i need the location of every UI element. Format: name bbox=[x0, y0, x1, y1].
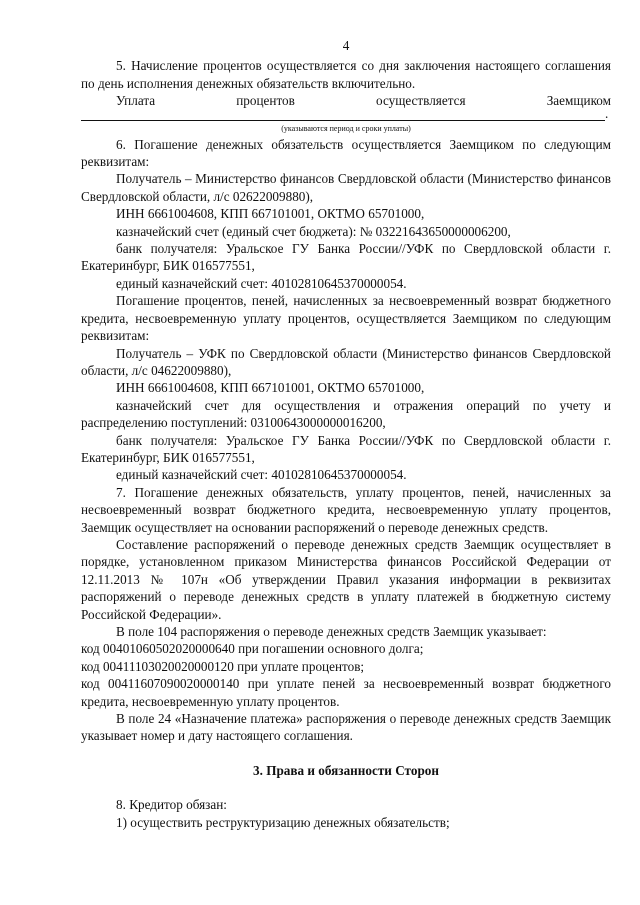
section-3-title: 3. Права и обязанности Сторон bbox=[253, 762, 439, 778]
requisite-line: Получатель – Министерство финансов Свердловской области (Министерство финансов Свердловской области, л/с 02622009880), bbox=[81, 171, 611, 204]
code-line: код 00401060502020000640 при погашении основного долга; bbox=[81, 641, 424, 657]
underline-blank bbox=[81, 120, 605, 121]
list-item: 1) осуществить реструктуризацию денежных обязательств; bbox=[116, 814, 450, 830]
page-number: 4 bbox=[342, 38, 350, 53]
page-content bbox=[81, 37, 611, 831]
interest-paragraph: Погашение процентов, пеней, начисленных за несвоевременный возврат бюджетного кредита, несвоевременную уплату процентов, осуществляется Заемщиком по следующим реквизитам: bbox=[81, 293, 611, 344]
requisite-line: казначейский счет для осуществления и отражения операций по учету и распределению поступлений: 03100643000000016200, bbox=[81, 397, 611, 431]
requisite-line: банк получателя: Уральское ГУ Банка России//УФК по Свердловской области г. Екатеринбург, БИК 016577551, bbox=[81, 432, 611, 465]
code-line: код 00411103020020000120 при уплате процентов; bbox=[81, 658, 365, 674]
paragraph-8: 8. Кредитор обязан: bbox=[116, 797, 227, 813]
requisite-line: казначейский счет (единый счет бюджета): № 03221643650000006200, bbox=[116, 223, 511, 239]
requisite-line: Получатель – УФК по Свердловской области (Министерство финансов Свердловской области, л/с 04622009880), bbox=[81, 345, 611, 378]
field-104-paragraph: В поле 104 распоряжения о переводе денежных средств Заемщик указывает: bbox=[116, 624, 547, 639]
field-24-paragraph: В поле 24 «Назначение платежа» распоряжения о переводе денежных средств Заемщик указывает номер и дату настоящего соглашения. bbox=[81, 711, 611, 744]
paragraph-6: 6. Погашение денежных обязательств осуществляется Заемщиком по следующим реквизитам: bbox=[81, 136, 611, 170]
section-gap bbox=[81, 779, 611, 796]
code-line: код 00411607090020000140 при уплате пеней за несвоевременный возврат бюджетного кредита, несвоевременную уплату процентов. bbox=[81, 676, 611, 709]
pay-word: Уплата bbox=[116, 93, 156, 109]
pay-word: процентов bbox=[236, 93, 295, 109]
requisite-line: банк получателя: Уральское ГУ Банка России//УФК по Свердловской области г. Екатеринбург, БИК 016577551, bbox=[81, 241, 611, 274]
compose-paragraph: Составление распоряжений о переводе денежных средств Заемщик осуществляет в порядке, установленном приказом Министерства финансов Российской Федерации от 12.11.2013 № 107н «Об утверждении Правил указания информации в реквизитах распоряжений о переводе денежных средств в уплату платежей в бюджетную систему Российской Федерации». bbox=[81, 536, 611, 622]
blank-fill-line bbox=[81, 106, 611, 123]
paragraph-5: 5. Начисление процентов осуществляется со дня заключения настоящего соглашения по день исполнения денежных обязательств включительно. bbox=[81, 58, 611, 91]
requisite-line: единый казначейский счет: 40102810645370000054. bbox=[116, 467, 407, 483]
requisite-line: единый казначейский счет: 40102810645370000054. bbox=[116, 275, 407, 291]
pay-word: Заемщиком bbox=[546, 93, 611, 109]
section-gap bbox=[81, 745, 611, 762]
pay-word: осуществляется bbox=[376, 93, 466, 109]
interest-payment-line bbox=[81, 92, 611, 109]
requisite-line: ИНН 6661004608, КПП 667101001, ОКТМО 65701000, bbox=[116, 206, 425, 222]
requisite-line: ИНН 6661004608, КПП 667101001, ОКТМО 65701000, bbox=[116, 380, 425, 396]
paragraph-7: 7. Погашение денежных обязательств, уплату процентов, пеней, начисленных за несвоевременный возврат бюджетного кредита, несвоевременную уплату процентов, Заемщик осуществляет на основании распоряжений о переводе денежных средств. bbox=[81, 484, 611, 535]
blank-caption: (указываются период и сроки уплаты) bbox=[281, 123, 411, 133]
line-end-dot: . bbox=[605, 106, 609, 122]
